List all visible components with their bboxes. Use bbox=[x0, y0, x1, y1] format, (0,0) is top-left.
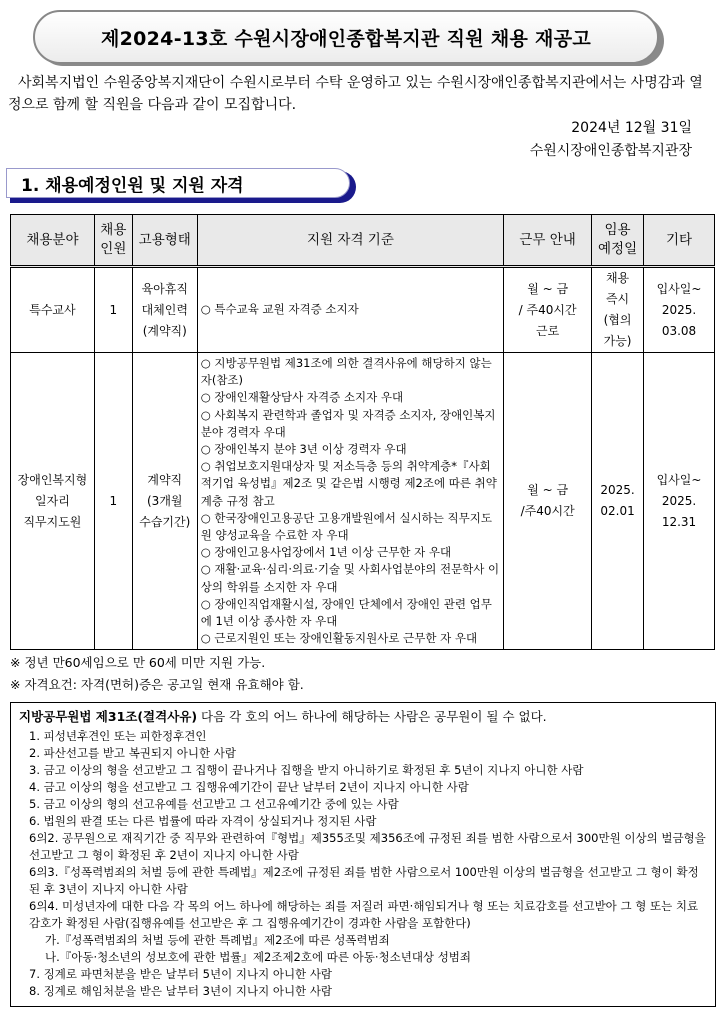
cell-line: 근로 bbox=[536, 323, 560, 338]
cell-other bbox=[644, 353, 715, 650]
cell-work bbox=[504, 267, 592, 353]
cell-line: 2025. bbox=[661, 493, 697, 508]
note-retirement-age: ※ 정년 만60세임으로 만 60세 미만 지원 가능. bbox=[10, 655, 266, 670]
header-appoint-line: 예정일 bbox=[597, 241, 638, 257]
disqualification-intro: 다음 각 호의 어느 하나에 해당하는 사람은 공무원이 될 수 없다. bbox=[197, 709, 547, 724]
header-field: 채용분야 bbox=[11, 215, 95, 267]
list-item: 5. 금고 이상의 형의 선고유예를 선고받고 그 선고유예기간 중에 있는 사람 bbox=[29, 797, 399, 811]
table-row bbox=[11, 353, 715, 650]
notice-date: 2024년 12월 31일 bbox=[571, 120, 692, 136]
criteria-item: ○ 사회복지 관련학과 졸업자 및 자격증 소지자, 장애인복지분야 경력자 우대 bbox=[200, 407, 496, 439]
header-other: 기타 bbox=[644, 215, 715, 267]
section-heading-banner bbox=[6, 168, 358, 204]
list-item: 7. 징계로 파면처분을 받은 날부터 5년이 지나지 아니한 사람 bbox=[29, 967, 333, 981]
header-appoint-line: 임용 bbox=[604, 222, 631, 238]
cell-appoint bbox=[592, 353, 644, 650]
cell-line: 입사일~ bbox=[656, 281, 702, 296]
section-heading: 1. 채용예정인원 및 지원 자격 bbox=[6, 168, 350, 198]
list-item: 4. 금고 이상의 형을 선고받고 그 집행유예기간이 끝난 날부터 2년이 지나지 아니한 사람 bbox=[29, 780, 469, 794]
note-license-validity: ※ 자격요건: 자격(면허)증은 공고일 현재 유효해야 함. bbox=[10, 677, 304, 692]
list-item: 6. 법원의 판결 또는 다른 법률에 따라 자격이 상실되거나 정지된 사람 bbox=[29, 814, 377, 828]
list-subitem: 나.『아동·청소년의 성보호에 관한 법률』제2조제2호에 따른 아동·청소년대상 성범죄 bbox=[45, 950, 472, 964]
intro-paragraph: 사회복지법인 수원중앙복지재단이 수원시로부터 수탁 운영하고 있는 수원시장애인종합복지관에서는 사명감과 열정으로 함께 할 직원을 다음과 같이 모집합니다. bbox=[8, 75, 703, 113]
list-item: 6의2. 공무원으로 재직기간 중 직무와 관련하여『형법』제355조및 제356조에 규정된 죄를 범한 사람으로서 300만원 이상의 벌금형을 선고받고 그 형이 확정된 후 2년이 지나지 아니한 사람 bbox=[29, 831, 706, 862]
cell-line: 계약직 bbox=[147, 472, 183, 487]
header-criteria: 지원 자격 기준 bbox=[197, 215, 503, 267]
cell-line: 장애인복지형 bbox=[17, 472, 88, 487]
header-count bbox=[94, 215, 132, 267]
recruitment-table bbox=[10, 214, 715, 650]
cell-line: 육아휴직 bbox=[141, 281, 188, 296]
cell-line: 입사일~ bbox=[656, 472, 702, 487]
criteria-item: ○ 한국장애인고용공단 고용개발원에서 실시하는 직무지도원 양성교육을 수료한 자 우대 bbox=[200, 510, 492, 543]
criteria-item: ○ 특수교육 교원 자격증 소지자 bbox=[200, 302, 359, 317]
cell-appoint bbox=[592, 267, 644, 353]
cell-line: / 주40시간 bbox=[518, 302, 577, 317]
criteria-item: ○ 장애인고용사업장에서 1년 이상 근무한 자 우대 bbox=[200, 545, 452, 560]
table-header-row bbox=[11, 215, 715, 267]
cell-line: 일자리 bbox=[35, 493, 70, 508]
header-count-line: 채용 bbox=[100, 222, 127, 238]
criteria-item: ○ 장애인복지 분야 3년 이상 경력자 우대 bbox=[200, 442, 407, 457]
cell-line: 채용 bbox=[605, 271, 630, 285]
cell-type bbox=[132, 353, 197, 650]
list-item: 6의3.『성폭력범죄의 처벌 등에 관한 특례법』제2조에 규정된 죄를 범한 사람으로서 100만원 이상의 벌금형을 선고받고 그 형이 확정된 후 3년이 지나지 아니한 사람 bbox=[29, 865, 699, 896]
criteria-item: ○ 지방공무원법 제31조에 의한 결격사유에 해당하지 않는 자(참조) bbox=[200, 356, 492, 388]
cell-type bbox=[132, 267, 197, 353]
disqualification-heading bbox=[19, 707, 707, 727]
list-item: 6의4. 미성년자에 대한 다음 각 목의 어느 하나에 해당하는 죄를 저질러 파면·해임되거나 형 또는 치료감호를 선고받아 그 형 또는 치료감호가 확정된 사람(집행유예를 선고받은 후 그 집행유예기간이 경과한 사람을 포함한다) bbox=[29, 899, 699, 930]
table-row bbox=[11, 267, 715, 353]
list-item: 8. 징계로 해임처분을 받은 날부터 3년이 지나지 아니한 사람 bbox=[29, 984, 333, 998]
notice-title-banner bbox=[33, 10, 663, 66]
cell-work bbox=[504, 353, 592, 650]
criteria-item: ○ 재활·교육·심리·의료·기술 및 사회사업분야의 전문학사 이상의 학위를 소지한 자 우대 bbox=[200, 562, 500, 594]
cell-line: 특수교사 bbox=[29, 302, 76, 317]
disqualification-box bbox=[10, 702, 716, 1007]
header-type: 고용형태 bbox=[132, 215, 197, 267]
criteria-item: ○ 근로지원인 또는 장애인활동지원사로 근무한 자 우대 bbox=[200, 631, 478, 646]
cell-line: 직무지도원 bbox=[23, 514, 82, 529]
issuing-organization: 수원시장애인종합복지관장 bbox=[529, 143, 692, 159]
cell-line: 12.31 bbox=[661, 514, 697, 529]
notice-title: 제2024-13호 수원시장애인종합복지관 직원 채용 재공고 bbox=[33, 10, 659, 64]
cell-criteria bbox=[197, 353, 503, 650]
cell-line: 2025. bbox=[661, 302, 697, 317]
cell-other bbox=[644, 267, 715, 353]
criteria-item: ○ 취업보호지원대상자 및 저소득층 등의 취약계층*『사회적기업 육성법』제2조 및 같은법 시행령 제2조에 따른 취약계층 규정 참고 bbox=[200, 459, 497, 508]
cell-line: 2025. bbox=[600, 483, 635, 498]
cell-count: 1 bbox=[94, 353, 132, 650]
cell-line: 즉시 bbox=[605, 292, 630, 306]
criteria-item: ○ 장애인재활상담사 자격증 소지자 우대 bbox=[200, 390, 404, 405]
criteria-item: ○ 장애인직업재활시설, 장애인 단체에서 장애인 관련 업무에 1년 이상 종사한 자 우대 bbox=[200, 596, 492, 629]
cell-line: 수습기간) bbox=[139, 514, 191, 529]
header-work: 근무 안내 bbox=[504, 215, 592, 267]
cell-field bbox=[11, 267, 95, 353]
list-subitem: 가.『성폭력범죄의 처벌 등에 관한 특례법』제2조에 따른 성폭력범죄 bbox=[45, 933, 390, 947]
header-count-line: 인원 bbox=[100, 241, 127, 257]
cell-line: (협의 bbox=[603, 313, 632, 327]
list-item: 2. 파산선고를 받고 복권되지 아니한 사람 bbox=[29, 746, 236, 760]
cell-line: 월 ~ 금 bbox=[527, 483, 569, 498]
cell-count: 1 bbox=[94, 267, 132, 353]
cell-line: 대체인력 bbox=[141, 302, 188, 317]
cell-line: (3개월 bbox=[147, 493, 183, 508]
header-appoint bbox=[592, 215, 644, 267]
cell-line: 02.01 bbox=[600, 504, 635, 519]
list-item: 3. 금고 이상의 형을 선고받고 그 집행이 끝나거나 집행을 받지 아니하기로 확정된 후 5년이 지나지 아니한 사람 bbox=[29, 763, 584, 777]
cell-line: 가능) bbox=[603, 334, 632, 348]
cell-line: /주40시간 bbox=[520, 504, 575, 519]
cell-criteria bbox=[197, 267, 503, 353]
list-item: 1. 피성년후견인 또는 피한정후견인 bbox=[29, 729, 207, 743]
cell-field bbox=[11, 353, 95, 650]
cell-line: (계약직) bbox=[142, 323, 187, 338]
cell-line: 03.08 bbox=[661, 323, 697, 338]
cell-line: 월 ~ 금 bbox=[527, 281, 569, 296]
disqualification-law: 지방공무원법 제31조(결격사유) bbox=[19, 709, 198, 724]
